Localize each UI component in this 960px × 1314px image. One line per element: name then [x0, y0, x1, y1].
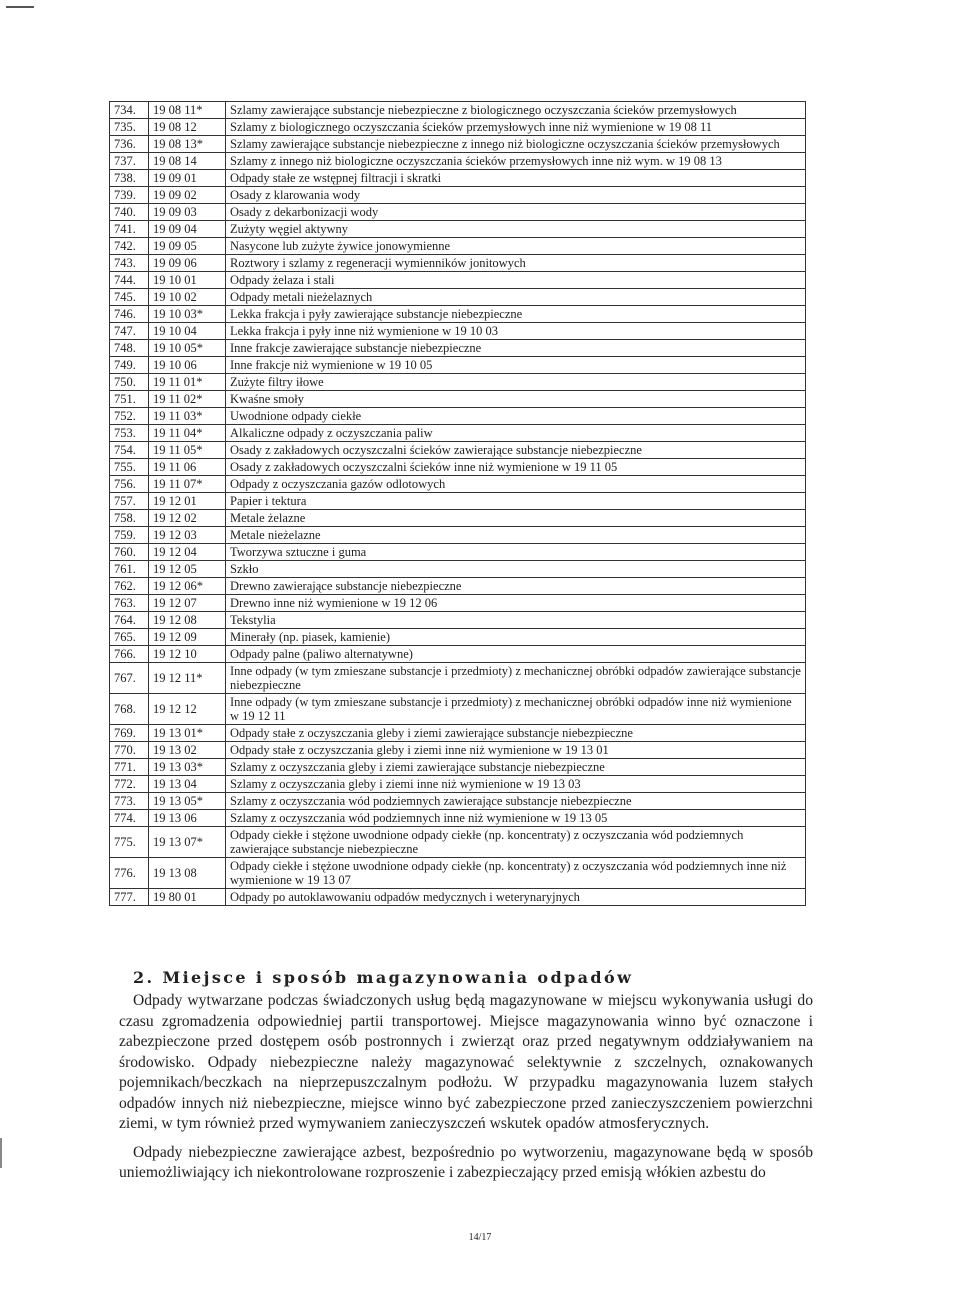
table-cell-description: Roztwory i szlamy z regeneracji wymienników jonitowych [226, 255, 806, 272]
table-cell-description: Odpady stałe ze wstępnej filtracji i skratki [226, 170, 806, 187]
binder-mark [0, 1138, 12, 1168]
table-row [110, 889, 806, 906]
page-number: 14/17 [468, 1232, 492, 1243]
table-cell-number: 776. [110, 858, 149, 889]
table-cell-code: 19 10 02 [149, 289, 226, 306]
table-row [110, 170, 806, 187]
table-cell-number: 738. [110, 170, 149, 187]
table-cell-number: 775. [110, 827, 149, 858]
table-cell-code: 19 12 12 [149, 694, 226, 725]
table-cell-number: 772. [110, 776, 149, 793]
table-cell-description: Papier i tektura [226, 493, 806, 510]
table-cell-number: 766. [110, 646, 149, 663]
table-row [110, 793, 806, 810]
table-cell-number: 771. [110, 759, 149, 776]
table-cell-code: 19 12 01 [149, 493, 226, 510]
table-cell-number: 750. [110, 374, 149, 391]
table-cell-code: 19 12 10 [149, 646, 226, 663]
table-row [110, 493, 806, 510]
table-cell-code: 19 09 02 [149, 187, 226, 204]
table-cell-description: Szlamy z oczyszczania wód podziemnych inne niż wymienione w 19 13 05 [226, 810, 806, 827]
table-cell-description: Inne odpady (w tym zmieszane substancje i przedmioty) z mechanicznej obróbki odpadów zawierające substancje niebezpieczne [226, 663, 806, 694]
table-row [110, 776, 806, 793]
table-cell-code: 19 09 06 [149, 255, 226, 272]
table-row [110, 306, 806, 323]
table-cell-code: 19 12 04 [149, 544, 226, 561]
table-cell-code: 19 13 03* [149, 759, 226, 776]
table-row [110, 858, 806, 889]
table-cell-description: Szlamy z innego niż biologiczne oczyszczania ścieków przemysłowych inne niż wym. w 19 08 13 [226, 153, 806, 170]
table-cell-description: Odpady stałe z oczyszczania gleby i ziemi zawierające substancje niebezpieczne [226, 725, 806, 742]
table-row [110, 204, 806, 221]
table-cell-number: 737. [110, 153, 149, 170]
table-cell-code: 19 13 04 [149, 776, 226, 793]
table-cell-number: 749. [110, 357, 149, 374]
table-row [110, 578, 806, 595]
table-cell-code: 19 08 12 [149, 119, 226, 136]
table-cell-description: Odpady po autoklawowaniu odpadów medycznych i weterynaryjnych [226, 889, 806, 906]
table-row [110, 725, 806, 742]
table-cell-code: 19 09 01 [149, 170, 226, 187]
table-row [110, 810, 806, 827]
table-cell-description: Lekka frakcja i pyły inne niż wymienione w 19 10 03 [226, 323, 806, 340]
table-row [110, 544, 806, 561]
table-cell-number: 755. [110, 459, 149, 476]
table-cell-number: 756. [110, 476, 149, 493]
table-cell-description: Odpady metali nieżelaznych [226, 289, 806, 306]
table-row [110, 408, 806, 425]
table-cell-description: Szlamy z biologicznego oczyszczania ścieków przemysłowych inne niż wymienione w 19 08 11 [226, 119, 806, 136]
table-cell-number: 748. [110, 340, 149, 357]
table-cell-description: Inne frakcje niż wymienione w 19 10 05 [226, 357, 806, 374]
table-cell-code: 19 12 02 [149, 510, 226, 527]
table-cell-number: 754. [110, 442, 149, 459]
table-cell-number: 764. [110, 612, 149, 629]
table-cell-number: 736. [110, 136, 149, 153]
table-row [110, 694, 806, 725]
table-cell-description: Drewno inne niż wymienione w 19 12 06 [226, 595, 806, 612]
table-cell-code: 19 13 01* [149, 725, 226, 742]
waste-table-body [110, 102, 806, 906]
table-cell-description: Szkło [226, 561, 806, 578]
table-cell-description: Tworzywa sztuczne i guma [226, 544, 806, 561]
table-row [110, 476, 806, 493]
table-cell-number: 761. [110, 561, 149, 578]
table-row [110, 357, 806, 374]
table-cell-code: 19 11 06 [149, 459, 226, 476]
table-cell-code: 19 13 08 [149, 858, 226, 889]
table-cell-code: 19 11 02* [149, 391, 226, 408]
table-row [110, 102, 806, 119]
table-row [110, 119, 806, 136]
table-cell-description: Lekka frakcja i pyły zawierające substancje niebezpieczne [226, 306, 806, 323]
table-row [110, 153, 806, 170]
table-cell-number: 759. [110, 527, 149, 544]
table-row [110, 272, 806, 289]
table-cell-number: 745. [110, 289, 149, 306]
table-cell-code: 19 10 01 [149, 272, 226, 289]
table-cell-description: Odpady palne (paliwo alternatywne) [226, 646, 806, 663]
table-cell-number: 739. [110, 187, 149, 204]
table-cell-description: Nasycone lub zużyte żywice jonowymienne [226, 238, 806, 255]
table-cell-description: Szlamy z oczyszczania wód podziemnych zawierające substancje niebezpieczne [226, 793, 806, 810]
table-row [110, 646, 806, 663]
table-cell-description: Szlamy z oczyszczania gleby i ziemi zawierające substancje niebezpieczne [226, 759, 806, 776]
table-row [110, 255, 806, 272]
table-cell-number: 744. [110, 272, 149, 289]
table-cell-number: 763. [110, 595, 149, 612]
table-cell-number: 734. [110, 102, 149, 119]
table-cell-code: 19 08 13* [149, 136, 226, 153]
table-cell-code: 19 09 04 [149, 221, 226, 238]
table-cell-number: 757. [110, 493, 149, 510]
table-cell-code: 19 12 07 [149, 595, 226, 612]
table-cell-description: Zużyte filtry iłowe [226, 374, 806, 391]
table-cell-code: 19 10 05* [149, 340, 226, 357]
table-cell-code: 19 11 07* [149, 476, 226, 493]
table-row [110, 221, 806, 238]
table-cell-code: 19 12 03 [149, 527, 226, 544]
table-row [110, 595, 806, 612]
table-cell-code: 19 13 02 [149, 742, 226, 759]
table-cell-number: 752. [110, 408, 149, 425]
table-cell-description: Metale żelazne [226, 510, 806, 527]
table-cell-number: 768. [110, 694, 149, 725]
table-row [110, 425, 806, 442]
table-cell-code: 19 08 11* [149, 102, 226, 119]
table-cell-description: Odpady z oczyszczania gazów odlotowych [226, 476, 806, 493]
table-cell-code: 19 12 11* [149, 663, 226, 694]
table-cell-code: 19 13 06 [149, 810, 226, 827]
table-cell-description: Odpady stałe z oczyszczania gleby i ziemi inne niż wymienione w 19 13 01 [226, 742, 806, 759]
table-cell-description: Odpady ciekłe i stężone uwodnione odpady ciekłe (np. koncentraty) z oczyszczania wód podziemnych inne niż wymienione w 19 13 07 [226, 858, 806, 889]
table-cell-description: Osady z dekarbonizacji wody [226, 204, 806, 221]
table-cell-code: 19 09 05 [149, 238, 226, 255]
table-cell-code: 19 12 06* [149, 578, 226, 595]
table-row [110, 742, 806, 759]
table-cell-number: 747. [110, 323, 149, 340]
table-row [110, 612, 806, 629]
table-cell-number: 762. [110, 578, 149, 595]
table-row [110, 187, 806, 204]
table-cell-description: Osady z klarowania wody [226, 187, 806, 204]
table-row [110, 527, 806, 544]
table-cell-number: 767. [110, 663, 149, 694]
waste-code-table [109, 101, 806, 906]
table-cell-code: 19 08 14 [149, 153, 226, 170]
table-cell-code: 19 10 06 [149, 357, 226, 374]
table-cell-number: 742. [110, 238, 149, 255]
table-row [110, 136, 806, 153]
table-cell-description: Uwodnione odpady ciekłe [226, 408, 806, 425]
table-cell-number: 765. [110, 629, 149, 646]
scan-mark [6, 6, 34, 8]
table-cell-number: 746. [110, 306, 149, 323]
table-row [110, 442, 806, 459]
table-cell-code: 19 09 03 [149, 204, 226, 221]
table-cell-description: Drewno zawierające substancje niebezpieczne [226, 578, 806, 595]
table-cell-description: Minerały (np. piasek, kamienie) [226, 629, 806, 646]
table-cell-description: Szlamy zawierające substancje niebezpieczne z biologicznego oczyszczania ścieków przemysłowych [226, 102, 806, 119]
table-cell-code: 19 11 03* [149, 408, 226, 425]
table-row [110, 289, 806, 306]
table-cell-number: 741. [110, 221, 149, 238]
table-cell-code: 19 13 05* [149, 793, 226, 810]
table-row [110, 629, 806, 646]
table-cell-number: 740. [110, 204, 149, 221]
section-paragraph-2: Odpady niebezpieczne zawierające azbest, bezpośrednio po wytworzeniu, magazynowane będą w sposób uniemożliwiający ich niekontrolowane rozproszenie i zabezpieczający przed emisją włókien azbestu do [119, 1143, 813, 1181]
table-cell-number: 735. [110, 119, 149, 136]
table-cell-number: 769. [110, 725, 149, 742]
table-cell-code: 19 12 09 [149, 629, 226, 646]
table-cell-description: Osady z zakładowych oczyszczalni ścieków inne niż wymienione w 19 11 05 [226, 459, 806, 476]
table-cell-description: Alkaliczne odpady z oczyszczania paliw [226, 425, 806, 442]
table-cell-description: Szlamy zawierające substancje niebezpieczne z innego niż biologiczne oczyszczania ścieków przemysłowych [226, 136, 806, 153]
table-cell-number: 773. [110, 793, 149, 810]
table-cell-number: 760. [110, 544, 149, 561]
table-cell-number: 753. [110, 425, 149, 442]
table-row [110, 759, 806, 776]
table-cell-code: 19 80 01 [149, 889, 226, 906]
table-row [110, 561, 806, 578]
table-cell-description: Szlamy z oczyszczania gleby i ziemi inne niż wymienione w 19 13 03 [226, 776, 806, 793]
table-row [110, 459, 806, 476]
table-cell-code: 19 12 08 [149, 612, 226, 629]
table-cell-description: Zużyty węgiel aktywny [226, 221, 806, 238]
table-row [110, 510, 806, 527]
table-cell-description: Odpady ciekłe i stężone uwodnione odpady ciekłe (np. koncentraty) z oczyszczania wód podziemnych zawierające substancje niebezpieczne [226, 827, 806, 858]
table-cell-description: Inne odpady (w tym zmieszane substancje i przedmioty) z mechanicznej obróbki odpadów inne niż wymienione w 19 12 11 [226, 694, 806, 725]
table-cell-number: 774. [110, 810, 149, 827]
table-cell-code: 19 13 07* [149, 827, 226, 858]
table-cell-number: 758. [110, 510, 149, 527]
table-cell-code: 19 12 05 [149, 561, 226, 578]
table-cell-code: 19 10 03* [149, 306, 226, 323]
table-row [110, 323, 806, 340]
table-row [110, 340, 806, 357]
section-heading: 2. Miejsce i sposób magazynowania odpadów [133, 968, 634, 987]
table-cell-number: 743. [110, 255, 149, 272]
table-row [110, 374, 806, 391]
section-paragraph-1: Odpady wytwarzane podczas świadczonych usług będą magazynowane w miejscu wykonywania usługi do czasu zgromadzenia odpowiedniej partii transportowej. Miejsce magazynowania winno być oznaczone i zabezpieczone przed dostępem osób postronnych i zwierząt oraz przed negatywnym oddziaływaniem na środowisko. Odpady niebezpieczne należy magazynować selektywnie z szczelnych, oznakowanych pojemnikach/beczkach na nieprzepuszczalnym podłożu. W przypadku magazynowania luzem stałych odpadów innych niż niebezpieczne, miejsce winno być zabezpieczone przed zanieczyszczeniem powierzchni ziemi, w tym również przed wymywaniem zanieczyszczeń wskutek opadów atmosferycznych. [119, 992, 813, 1132]
storage-section [119, 968, 813, 1184]
table-cell-description: Kwaśne smoły [226, 391, 806, 408]
table-cell-code: 19 11 01* [149, 374, 226, 391]
table-cell-code: 19 11 04* [149, 425, 226, 442]
table-cell-code: 19 11 05* [149, 442, 226, 459]
table-row [110, 391, 806, 408]
table-row [110, 827, 806, 858]
table-cell-description: Inne frakcje zawierające substancje niebezpieczne [226, 340, 806, 357]
table-cell-description: Odpady żelaza i stali [226, 272, 806, 289]
table-cell-description: Osady z zakładowych oczyszczalni ścieków zawierające substancje niebezpieczne [226, 442, 806, 459]
table-cell-code: 19 10 04 [149, 323, 226, 340]
table-cell-description: Tekstylia [226, 612, 806, 629]
table-cell-number: 777. [110, 889, 149, 906]
table-cell-number: 751. [110, 391, 149, 408]
table-cell-description: Metale nieżelazne [226, 527, 806, 544]
table-cell-number: 770. [110, 742, 149, 759]
table-row [110, 238, 806, 255]
table-row [110, 663, 806, 694]
